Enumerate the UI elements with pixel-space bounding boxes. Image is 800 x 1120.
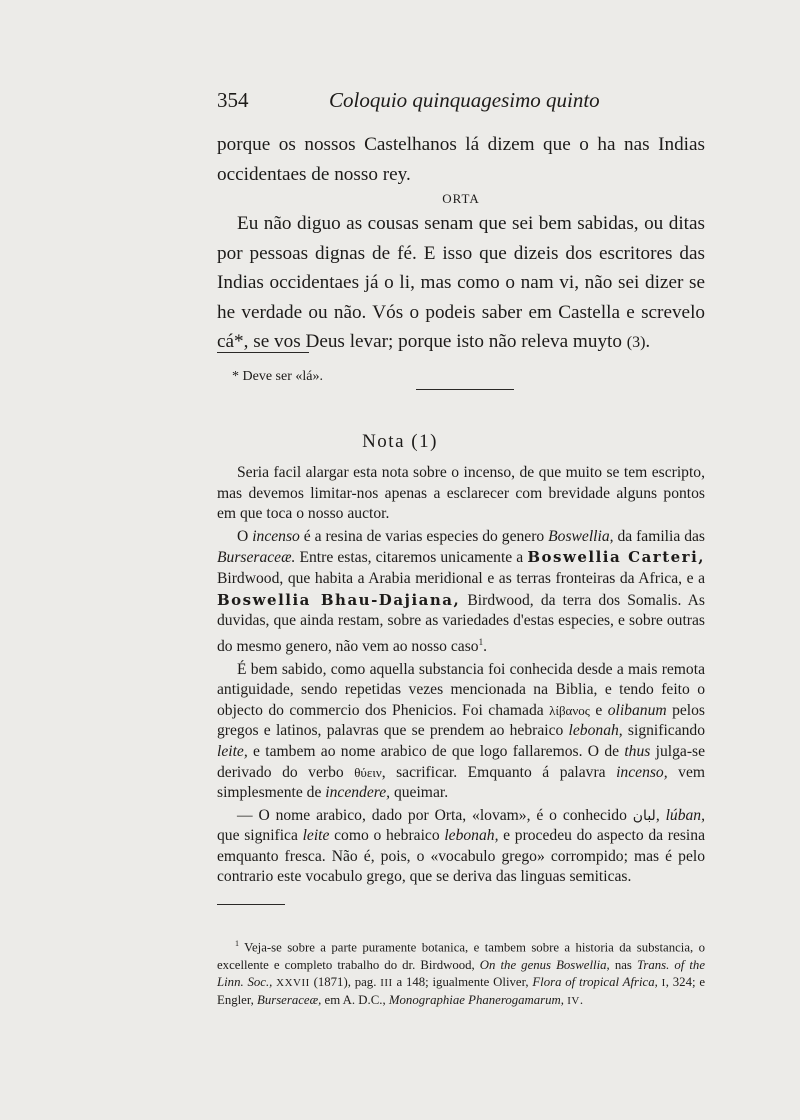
footnote-separator-rule	[217, 904, 285, 905]
footnote-marker: 1	[478, 636, 484, 647]
species-name: Boswellia Carteri,	[527, 548, 705, 567]
footnote	[217, 935, 705, 1010]
footnote-number: 1	[235, 939, 239, 948]
speaker-name: ORTA	[442, 191, 480, 206]
footnote-text: $^1$ Veja-se sobre a parte puramente botanica, e tambem sobre a historia da substancia, o excellente e completo trabalho do dr. Birdwood, On the genus Boswellia, nas Trans. of the Linn. Soc., XXVII (1871), pag. III a 148; igualmente Oliver, Flora of tropical Africa, I, 324; e Engler, Burseraceæ, em A. D.C., Monographiae Phanerogamarum, IV.	[217, 939, 705, 1008]
note-separator-rule	[217, 352, 309, 353]
star-reference: *	[234, 331, 244, 352]
nota-paragraph: Seria facil alargar esta nota sobre o incenso, de que muito se tem escripto, mas devemos limitar-nos apenas a esclarecer com brevidade alguns pontos em que toca o nosso auctor.	[217, 464, 705, 523]
page-number: 354	[217, 88, 249, 112]
nota-heading: Nota (1)	[362, 431, 438, 452]
nota-paragraph: É bem sabido, como aquella substancia foi conhecida desde a mais remota antiguidade, sendo repetidas vezes mencionada na Biblia, e tendo feito o objecto do commercio dos Phenicios. Foi chamada λίβανος e olibanum pelos gregos e latinos, palavras que se prendem ao hebraico lebonah, significando leite, e tambem ao nome arabico de que logo fallaremos. O de thus julga-se derivado do verbo θύειν, sacrificar. Emquanto á palavra incenso, vem simplesmente de incendere, queimar.	[217, 660, 706, 802]
dialogue-paragraph: porque os nossos Castelhanos lá dizem que o ha nas Indias occidentaes de nosso rey.	[217, 134, 705, 185]
running-title: Coloquio quinquagesimo quinto	[329, 88, 600, 112]
dialogue-text	[217, 130, 705, 358]
nota-text	[217, 463, 705, 890]
page-header	[217, 88, 705, 118]
arabic-word: لبان	[632, 807, 656, 824]
species-name: Boswellia Bhau-Dajiana,	[217, 590, 461, 609]
star-footnote: * Deve ser «lá».	[232, 369, 323, 384]
greek-word: λίβανος	[549, 702, 590, 718]
nota-paragraph: O incenso é a resina de varias especies do genero Boswellia, da familia das Burseraceæ. Entre estas, citaremos unicamente a Boswellia Carteri, Birdwood, que habita a Arabia meridional e as terras fronteiras da Africa, e a Boswellia Bhau-Dajiana, Birdwood, da terra dos Somalis. As duvidas, que ainda restam, sobre as variedades d'estas especies, e sobre outras do mesmo genero, não vem ao nosso caso$^1$.	[217, 527, 705, 655]
section-separator-rule	[416, 389, 514, 390]
nota-paragraph: — O nome arabico, dado por Orta, «lovam», é o conhecido لبان, lúban, que significa leite como o hebraico lebonah, e procedeu do aspecto da resina emquanto fresca. Não é, pois, o «vocabulo grego» corrompido; mas é pelo contrario este vocabulo grego, que se deriva das linguas semiticas.	[217, 806, 705, 886]
note-reference: (3)	[626, 334, 646, 351]
greek-word: θύειν	[354, 764, 382, 780]
dialogue-paragraph: Eu não diguo as cousas senam que sei bem sabidas, ou ditas por pessoas dignas de fé. E isso que dizeis dos escritores das Indias occidentaes já o li, mas como o nam vi, não sei dizer se he verdade ou não. Vós o podeis saber em Castella e screvelo cá*, se vos Deus levar; porque isto não releva muyto (3).	[217, 213, 705, 352]
